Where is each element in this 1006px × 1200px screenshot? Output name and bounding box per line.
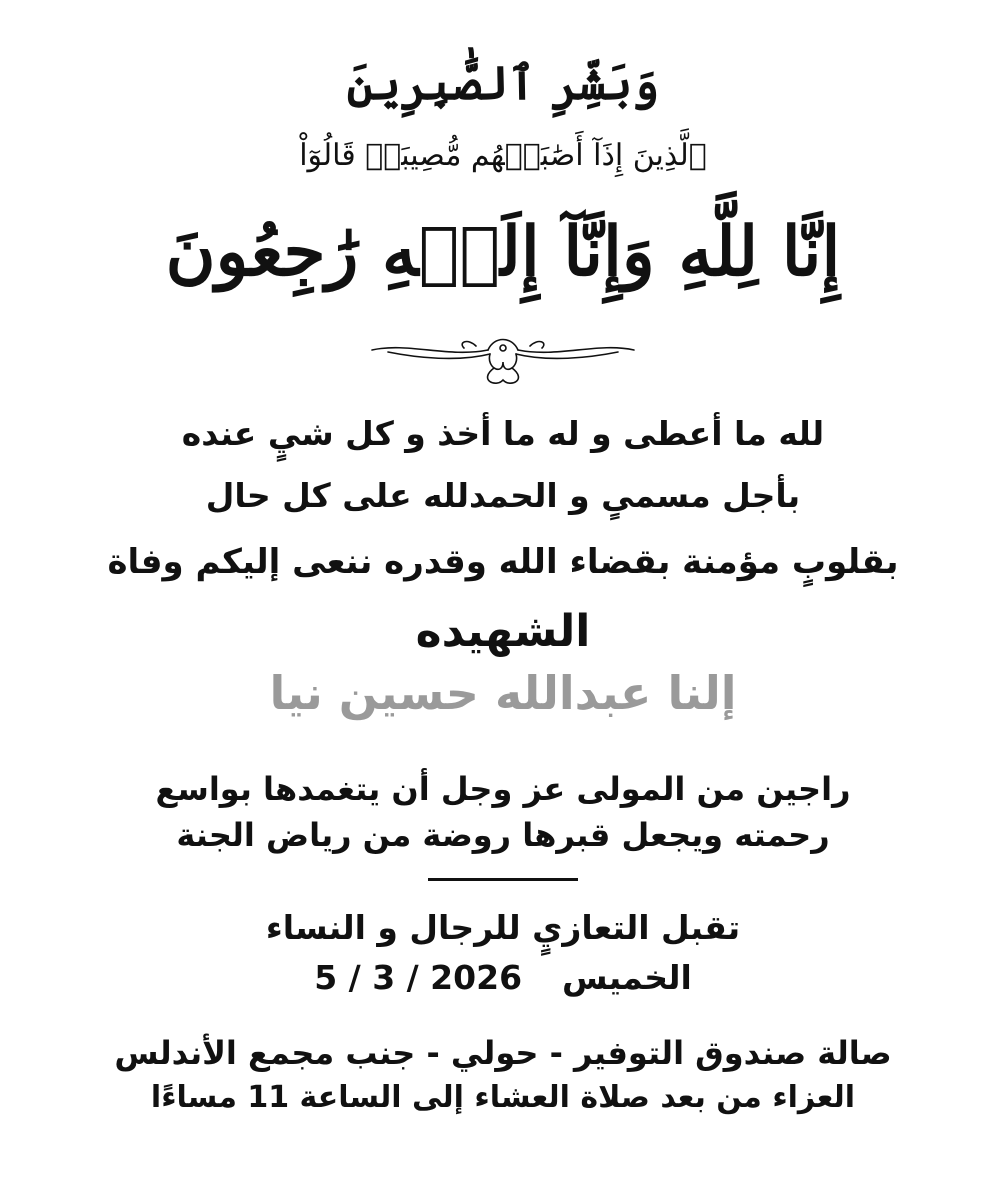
verse-line-1: وَبَشِّرِ ٱلصَّٰبِرِينَ <box>346 56 660 110</box>
divider <box>428 878 578 881</box>
body-line-1: لله ما أعطى و له ما أخذ و كل شيٍ عنده <box>181 414 825 453</box>
ornament-flourish-icon <box>368 328 638 392</box>
deceased-name: إلنا عبدالله حسين نيا <box>269 666 737 720</box>
deceased-title: الشهيده <box>415 606 591 657</box>
condolence-date-row <box>0 958 1006 997</box>
condolence-date: 5 / 3 / 2026 <box>314 958 523 997</box>
prayer-line-1: راجين من المولى عز وجل أن يتغمدها بواسع <box>155 770 851 808</box>
location-line: صالة صندوق التوفير - حولي - جنب مجمع الأندلس <box>114 1034 892 1072</box>
condolence-day: الخميس <box>562 958 692 997</box>
prayer-line-2: رحمته ويجعل قبرها روضة من رياض الجنة <box>176 816 830 854</box>
verse-line-2: ٱلَّذِينَ إِذَآ أَصَٰبَتۡهُم مُّصِيبَةٞ قَالُوٓاْ <box>299 138 707 173</box>
time-line: العزاء من بعد صلاة العشاء إلى الساعة 11 مساءًا <box>150 1080 856 1115</box>
body-line-2: بأجل مسمىٍ و الحمدلله على كل حال <box>205 476 801 515</box>
condolence-line: تقبل التعازيٍ للرجال و النساء <box>265 908 741 947</box>
body-line-3: بقلوبٍ مؤمنة بقضاء الله وقدره ننعى إليكم وفاة <box>107 542 899 582</box>
verse-line-3: إِنَّا لِلَّهِ وَإِنَّآ إِلَيۡهِ رَٰجِعُونَ <box>165 212 841 292</box>
